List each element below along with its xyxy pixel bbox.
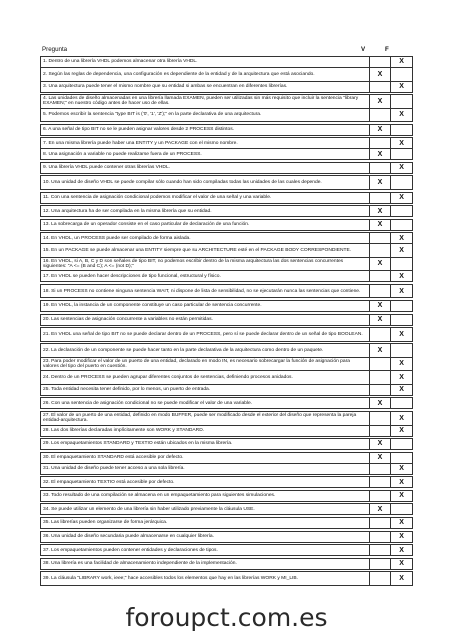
true-answer-cell bbox=[369, 425, 391, 436]
false-answer-cell: X bbox=[391, 162, 413, 173]
true-answer-cell bbox=[369, 518, 391, 529]
question-text: 33. Todo resultado de una compilación se almacena en un empaquetamiento para siguientes simulaciones. bbox=[41, 490, 370, 501]
table-row bbox=[41, 412, 413, 426]
question-text: 22. La declaración de un componente se puede hacer tanto en la parte declarativa de la arquitectura como dentro de un paquete. bbox=[41, 344, 370, 358]
true-answer-cell bbox=[369, 558, 391, 569]
question-text: 5. Podemos escribir la sentencia "type BIT is ('0', '1', 'Z');" en la parte declarativa de una arquitectura. bbox=[41, 108, 370, 122]
question-text: 14. En VHDL, un PROCESS puede ser compilado de forma aislada. bbox=[41, 233, 370, 244]
table-row bbox=[41, 108, 413, 122]
question-text: 30. El empaquetamiento STANDARD está accesible por defecto. bbox=[41, 452, 370, 463]
false-answer-cell bbox=[391, 344, 413, 358]
false-answer-cell: X bbox=[391, 138, 413, 149]
question-text: 19. En VHDL, la instancia de un componente constituye un caso particular de sentencia concurrente. bbox=[41, 301, 370, 312]
false-answer-cell bbox=[391, 95, 413, 109]
question-text: 27. El valor de un puerto de una entidad, definido en modo BUFFER, puede ser modificado desde el exterior del diseño que representa la pareja entidad-arquitectura. bbox=[41, 412, 370, 426]
question-text: 32. El empaquetamiento TEXTIO está accesible por defecto. bbox=[41, 477, 370, 488]
false-answer-cell bbox=[391, 124, 413, 135]
false-answer-cell: X bbox=[391, 545, 413, 556]
table-row bbox=[41, 233, 413, 244]
true-answer-cell bbox=[369, 490, 391, 501]
questions-table bbox=[40, 56, 413, 586]
true-answer-cell bbox=[369, 371, 391, 385]
false-answer-cell: X bbox=[391, 328, 413, 342]
question-text: 25. Toda entidad necesita tener definido, por lo menos, un puerto de entrada. bbox=[41, 384, 370, 395]
table-row bbox=[41, 357, 413, 371]
table-row bbox=[41, 149, 413, 160]
table-row bbox=[41, 284, 413, 298]
table-row bbox=[41, 176, 413, 190]
question-text: 37. Los empaquetamientos pueden contener entidades y declaraciones de tipos. bbox=[41, 545, 370, 556]
true-answer-cell: X bbox=[369, 452, 391, 463]
true-answer-cell bbox=[369, 384, 391, 395]
false-answer-cell: X bbox=[391, 57, 413, 68]
true-answer-cell: X bbox=[369, 176, 391, 190]
true-answer-cell bbox=[369, 477, 391, 488]
table-row bbox=[41, 558, 413, 569]
table-row bbox=[41, 452, 413, 463]
true-answer-cell: X bbox=[369, 95, 391, 109]
question-text: 10. Una unidad de diseño VHDL se puede compilar sólo cuando han sido compiladas todas las unidades de las cuales depende. bbox=[41, 176, 370, 190]
column-header-true: V bbox=[361, 46, 366, 53]
true-answer-cell: X bbox=[369, 124, 391, 135]
true-answer-cell: X bbox=[369, 314, 391, 325]
column-header-question: Pregunta bbox=[42, 46, 68, 53]
true-answer-cell: X bbox=[369, 68, 391, 82]
question-text: 35. Las librerías pueden organizarse de forma jerárquica. bbox=[41, 518, 370, 529]
true-answer-cell: X bbox=[369, 149, 391, 160]
table-row bbox=[41, 384, 413, 395]
false-answer-cell: X bbox=[391, 284, 413, 298]
false-answer-cell bbox=[391, 398, 413, 409]
false-answer-cell: X bbox=[391, 425, 413, 436]
question-text: 1. Dentro de una librería VHDL podemos almacenar otra librería VHDL. bbox=[41, 57, 370, 68]
question-text: 18. Si un PROCESS no contiene ninguna sentencia WAIT, ni dispone de lista de sensibilidad, no se ejecutarán nunca las sentencias que contiene. bbox=[41, 284, 370, 298]
table-row bbox=[41, 439, 413, 450]
false-answer-cell bbox=[391, 301, 413, 312]
false-answer-cell bbox=[391, 452, 413, 463]
table-row bbox=[41, 271, 413, 282]
false-answer-cell: X bbox=[391, 463, 413, 474]
true-answer-cell bbox=[369, 233, 391, 244]
true-answer-cell bbox=[369, 284, 391, 298]
question-text: 16. En VHDL, si A, B, C y D son señales de tipo BIT, no podemos escribir dentro de la misma arquitectura las dos sentencias concurrentes siguientes: "A <= (B and C); A <= (not D);" bbox=[41, 257, 370, 271]
false-answer-cell: X bbox=[391, 384, 413, 395]
question-text: 28. Las dos librerías declaradas implícitamente son WORK y STANDARD. bbox=[41, 425, 370, 436]
table-row bbox=[41, 81, 413, 92]
false-answer-cell bbox=[391, 504, 413, 515]
table-row bbox=[41, 301, 413, 312]
question-text: 26. Con una sentencia de asignación condicional no se puede modificar el valor de una variable. bbox=[41, 398, 370, 409]
table-row bbox=[41, 371, 413, 385]
column-header-false: F bbox=[385, 46, 389, 53]
false-answer-cell bbox=[391, 176, 413, 190]
false-answer-cell: X bbox=[391, 477, 413, 488]
true-answer-cell bbox=[369, 328, 391, 342]
question-text: 2. Según las reglas de dependencia, una configuración es dependiente de la entidad y de la arquitectura que está asociando. bbox=[41, 68, 370, 82]
false-answer-cell: X bbox=[391, 371, 413, 385]
false-answer-cell: X bbox=[391, 357, 413, 371]
question-text: 20. Las sentencias de asignación concurrente a variables no están permitidas. bbox=[41, 314, 370, 325]
table-row bbox=[41, 162, 413, 173]
question-text: 11. Con una sentencia de asignación condicional podemos modificar el valor de una señal y una variable. bbox=[41, 192, 370, 203]
true-answer-cell bbox=[369, 192, 391, 203]
true-answer-cell: X bbox=[369, 398, 391, 409]
table-row bbox=[41, 572, 413, 586]
question-text: 9. Una librería VHDL puede contener otras librerías VHDL. bbox=[41, 162, 370, 173]
true-answer-cell bbox=[369, 463, 391, 474]
question-text: 13. La sobrecarga de un operador consiste en el caso particular de declaración de una función. bbox=[41, 219, 370, 230]
question-text: 34. Se puede utilizar un elemento de una librería sin haber utilizado previamente la cláusula USE. bbox=[41, 504, 370, 515]
false-answer-cell: X bbox=[391, 81, 413, 92]
true-answer-cell bbox=[369, 108, 391, 122]
question-text: 31. Una unidad de diseño puede tener acceso a una sola librería. bbox=[41, 463, 370, 474]
question-text: 4. Las unidades de diseño almacenadas en una librería llamada EXAMEN, pueden ser utilizadas sin más requisito que incluir la sentencia "library EXAMEN;" en nuestro código antes de hacer uso de ellas. bbox=[41, 95, 370, 109]
false-answer-cell: X bbox=[391, 558, 413, 569]
table-row bbox=[41, 95, 413, 109]
true-answer-cell: X bbox=[369, 257, 391, 271]
table-row bbox=[41, 531, 413, 542]
question-text: 17. En VHDL se pueden hacer descripciones de tipo funcional, estructural y físico. bbox=[41, 271, 370, 282]
true-answer-cell: X bbox=[369, 344, 391, 358]
false-answer-cell bbox=[391, 206, 413, 217]
true-answer-cell bbox=[369, 57, 391, 68]
false-answer-cell: X bbox=[391, 518, 413, 529]
question-text: 24. Dentro de un PROCESS se pueden agrupar diferentes conjuntos de sentencias, definiendo procesos anidados. bbox=[41, 371, 370, 385]
table-row bbox=[41, 124, 413, 135]
table-row bbox=[41, 425, 413, 436]
false-answer-cell bbox=[391, 439, 413, 450]
table-row bbox=[41, 206, 413, 217]
question-text: 7. En una misma librería puede haber una ENTITY y un PACKAGE con el mismo nombre. bbox=[41, 138, 370, 149]
true-answer-cell bbox=[369, 81, 391, 92]
site-watermark: foroupct.com.es bbox=[125, 603, 328, 632]
table-row bbox=[41, 257, 413, 271]
false-answer-cell: X bbox=[391, 412, 413, 426]
question-text: 36. Una unidad de diseño secundaria puede almacenarse en cualquier librería. bbox=[41, 531, 370, 542]
false-answer-cell bbox=[391, 219, 413, 230]
false-answer-cell: X bbox=[391, 531, 413, 542]
true-answer-cell: X bbox=[369, 504, 391, 515]
table-header bbox=[40, 44, 413, 56]
table-row bbox=[41, 504, 413, 515]
true-answer-cell bbox=[369, 138, 391, 149]
table-row bbox=[41, 344, 413, 358]
true-answer-cell: X bbox=[369, 301, 391, 312]
table-row bbox=[41, 314, 413, 325]
question-text: 29. Los empaquetamientos STANDARD y TEXTIO están ubicados en la misma librería. bbox=[41, 439, 370, 450]
table-row bbox=[41, 518, 413, 529]
true-answer-cell bbox=[369, 162, 391, 173]
true-answer-cell bbox=[369, 531, 391, 542]
false-answer-cell: X bbox=[391, 490, 413, 501]
table-row bbox=[41, 477, 413, 488]
true-answer-cell: X bbox=[369, 439, 391, 450]
false-answer-cell: X bbox=[391, 271, 413, 282]
false-answer-cell: X bbox=[391, 192, 413, 203]
table-row bbox=[41, 398, 413, 409]
question-text: 8. Una asignación a variable no puede realizarse fuera de un PROCESS. bbox=[41, 149, 370, 160]
table-row bbox=[41, 490, 413, 501]
true-answer-cell bbox=[369, 412, 391, 426]
table-row bbox=[41, 192, 413, 203]
table-row bbox=[41, 57, 413, 68]
false-answer-cell bbox=[391, 257, 413, 271]
table-row bbox=[41, 219, 413, 230]
false-answer-cell bbox=[391, 149, 413, 160]
table-row bbox=[41, 138, 413, 149]
true-answer-cell bbox=[369, 545, 391, 556]
true-answer-cell bbox=[369, 357, 391, 371]
table-row bbox=[41, 328, 413, 342]
table-row bbox=[41, 244, 413, 258]
question-text: 39. La cláusula "LIBRARY work, ieee;" hace accesibles todos los elementos que hay en las librerías WORK y MI_LIB. bbox=[41, 572, 370, 586]
table-row bbox=[41, 463, 413, 474]
true-answer-cell bbox=[369, 572, 391, 586]
false-answer-cell bbox=[391, 314, 413, 325]
true-answer-cell bbox=[369, 244, 391, 258]
true-answer-cell bbox=[369, 271, 391, 282]
question-text: 3. Una arquitectura puede tener el mismo nombre que su entidad si ambas se encuentran en diferentes librerías. bbox=[41, 81, 370, 92]
question-text: 38. Una librería es una facilidad de almacenamiento independiente de la implementación. bbox=[41, 558, 370, 569]
false-answer-cell: X bbox=[391, 572, 413, 586]
question-text: 15. En un PACKAGE se puede almacenar una ENTITY siempre que su ARCHITECTURE esté en el PACKAGE BODY CORRESPONDIENTE. bbox=[41, 244, 370, 258]
question-text: 6. A una señal de tipo BIT no se le pueden asignar valores desde 2 PROCESS distintos. bbox=[41, 124, 370, 135]
question-text: 23. Para poder modificar el valor de un puerto de una entidad, declarado en modo IN, es necesario sobrecargar la función de asignación para valores del tipo del puerto en cuestión. bbox=[41, 357, 370, 371]
true-answer-cell: X bbox=[369, 219, 391, 230]
false-answer-cell: X bbox=[391, 233, 413, 244]
true-answer-cell: X bbox=[369, 206, 391, 217]
table-row bbox=[41, 545, 413, 556]
question-text: 21. En VHDL una señal de tipo BIT no se puede declarar dentro de un PROCESS, pero sí se puede declarar dentro de un señal de tipo BOOLEAN. bbox=[41, 328, 370, 342]
false-answer-cell: X bbox=[391, 244, 413, 258]
false-answer-cell: X bbox=[391, 108, 413, 122]
table-row bbox=[41, 68, 413, 82]
question-text: 12. Una arquitectura ha de ser compilada en la misma librería que su entidad. bbox=[41, 206, 370, 217]
false-answer-cell bbox=[391, 68, 413, 82]
